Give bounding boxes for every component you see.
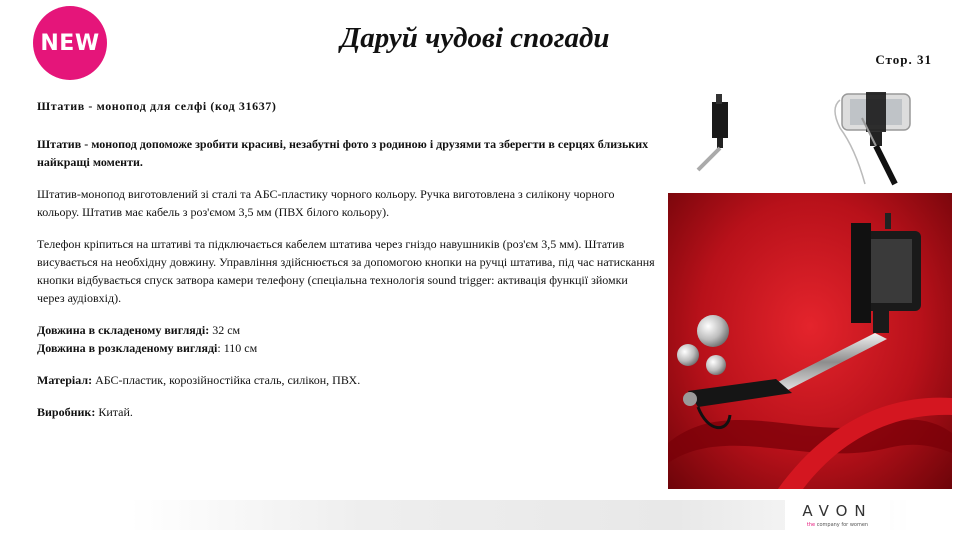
clamp-screw <box>716 94 722 104</box>
phone-clamp <box>866 92 886 132</box>
product-paragraph-usage: Телефон кріпиться на штативі та підключається кабелем штатива через гніздо навушників (роз'єм 3,5 мм). Штатив висувається на необхідну довжину. Управління здійснюється за допомогою кнопки на ручці штатива, під час натискання кнопки відбувається спуск затвора камери телефону (спеціальна технологія sound trigger: активація функції зйомки через аудіовхід). <box>37 237 655 305</box>
photo-monopod-handle <box>688 379 792 407</box>
monopod-handle <box>876 146 895 184</box>
spec-material-label: Матеріал: <box>37 373 93 387</box>
product-heading: Штатив - монопод для селфі (код 31637) <box>37 99 277 113</box>
page-number: Стор. 31 <box>875 52 932 67</box>
clamp-neck <box>717 138 723 148</box>
monopod-pole-left <box>698 148 720 170</box>
photo-phone-screen <box>868 239 912 303</box>
product-description <box>37 97 657 421</box>
spec-folded-length <box>37 321 657 339</box>
avon-logo <box>785 500 890 533</box>
avon-tagline-the: the <box>806 522 816 528</box>
avon-tagline <box>785 522 890 528</box>
spec-folded-value: 32 см <box>209 323 241 337</box>
photo-clamp <box>851 223 871 323</box>
product-photo <box>668 193 952 489</box>
spec-maker <box>37 403 657 421</box>
avon-tagline-rest: company for women <box>815 522 869 528</box>
spec-unfolded-value: : 110 см <box>217 341 258 355</box>
clamp-left <box>712 102 728 138</box>
spec-material <box>37 371 657 389</box>
new-badge-label: NEW <box>40 30 100 56</box>
new-badge <box>33 6 107 80</box>
photo-clamp-screw <box>885 213 891 229</box>
product-paragraph-material: Штатив-монопод виготовлений зі сталі та АБС-пластику чорного кольору. Ручка виготовлена з силікону чорного кольору. Штатив має кабель з роз'ємом 3,5 мм (ПВХ білого кольору). <box>37 187 615 219</box>
ornament-ball-1 <box>697 315 729 347</box>
spec-unfolded-length <box>37 339 657 357</box>
photo-monopod-pole <box>776 333 887 391</box>
spec-folded-label: Довжина в складеному вигляді: <box>37 323 210 337</box>
spec-unfolded-label: Довжина в розкладеному вигляді <box>37 341 218 355</box>
product-lead: Штатив - монопод допоможе зробити красиві, незабутні фото з родиною і друзями та зберегти в серцях близьких найкращі моменти. <box>37 137 649 169</box>
page-title: Даруй чудові спогади <box>340 22 610 54</box>
photo-handle-cap <box>683 392 697 406</box>
spec-material-value: АБС-пластик, корозійностійка сталь, силікон, ПВХ. <box>92 373 361 387</box>
ornament-ball-3 <box>706 355 726 375</box>
avon-brand: AVON <box>802 502 873 520</box>
photo-clamp-joint <box>873 311 889 333</box>
spec-maker-value: Китай. <box>95 405 133 419</box>
ornament-ball-2 <box>677 344 699 366</box>
spec-maker-label: Виробник: <box>37 405 96 419</box>
product-thumbnail-image <box>690 88 930 188</box>
